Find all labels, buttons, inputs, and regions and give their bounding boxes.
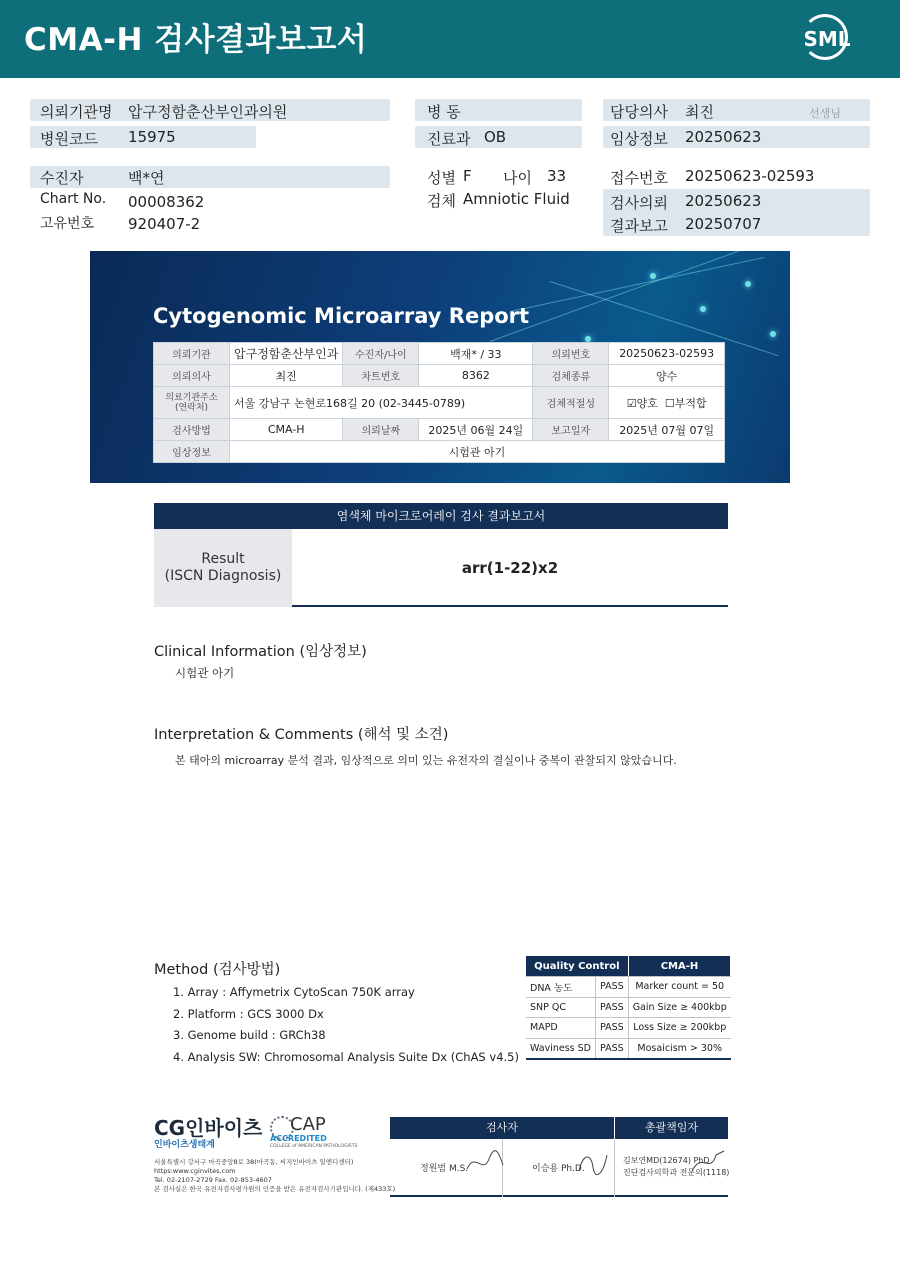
request-label: 검사의뢰 bbox=[610, 194, 668, 212]
patient-label: 수진자 bbox=[40, 169, 84, 187]
quality-control-table bbox=[526, 956, 731, 1060]
hospital-code-value: 15975 bbox=[128, 128, 176, 146]
ward-label: 병 동 bbox=[427, 103, 461, 121]
result-label: Result (ISCN Diagnosis) bbox=[154, 529, 292, 607]
cap-logo: CAP ACCREDITED COLLEGE of AMERICAN PATHOLOGISTS bbox=[270, 1114, 358, 1149]
report-title: Cytogenomic Microarray Report bbox=[153, 304, 530, 328]
signature-icon bbox=[465, 1149, 505, 1177]
dna-dot-icon bbox=[770, 331, 776, 337]
clinical-label: 임상정보 bbox=[610, 130, 668, 148]
table-row: Quality Control CMA-H bbox=[526, 956, 731, 977]
company-logo: CG인바이츠 bbox=[154, 1116, 263, 1140]
specimen-adequacy: ☑양호 ☐부적합 bbox=[609, 387, 725, 419]
page-title: CMA-H 검사결과보고서 bbox=[24, 22, 368, 58]
tester-header: 검사자 bbox=[390, 1117, 614, 1139]
list-item: 1. Array : Affymetrix CytoScan 750K array bbox=[173, 985, 415, 999]
patient-name: 백*연 bbox=[128, 169, 165, 187]
doctor-suffix: 선생님 bbox=[809, 107, 841, 120]
company-address: 서울특별시 강서구 마곡중앙8로 38(마곡동, 씨지인바이츠 일엔디센터) https:www.cginvites.com Tel. 02-2107-2729 Fax. 02-853-4607 본 검사실은 한국 유전자검사평가원의 인증을 받은 유전자검사기관입니다. (제433호) bbox=[154, 1158, 396, 1193]
dna-dot-icon bbox=[700, 306, 706, 312]
uid-value: 920407-2 bbox=[128, 215, 201, 233]
table-row: 검사방법 CMA-H 의뢰날짜 2025년 06월 24일 보고일자 2025년 07월 07일 bbox=[154, 419, 725, 441]
interpretation-text: 본 태아의 microarray 분석 결과, 임상적으로 의미 있는 유전자의 결실이나 중복이 관찰되지 않았습니다. bbox=[175, 754, 677, 767]
hospital-code-label: 병원코드 bbox=[40, 130, 98, 148]
chart-value: 00008362 bbox=[128, 193, 205, 211]
doctor-value: 최진 bbox=[685, 103, 714, 121]
receipt-value: 20250623-02593 bbox=[685, 167, 815, 185]
table-row: MAPD PASS Loss Size ≥ 200kbp bbox=[526, 1018, 731, 1039]
header-bar bbox=[0, 0, 900, 78]
receipt-label: 접수번호 bbox=[610, 169, 668, 187]
clinical-info-text: 시험관 아기 bbox=[175, 666, 235, 680]
report-info-table bbox=[153, 342, 725, 463]
chart-label: Chart No. bbox=[40, 191, 107, 207]
sex-value: F bbox=[463, 167, 472, 185]
report-label: 결과보고 bbox=[610, 217, 668, 235]
report-value: 20250707 bbox=[685, 215, 762, 233]
table-row: Waviness SD PASS Mosaicism > 30% bbox=[526, 1038, 731, 1059]
company-sub: 인바이츠생태계 bbox=[154, 1140, 215, 1150]
signature-icon bbox=[690, 1147, 726, 1177]
specimen-label: 검체 bbox=[427, 192, 456, 210]
dept-value: OB bbox=[484, 128, 507, 146]
age-label: 나이 bbox=[503, 169, 532, 187]
table-row: DNA 농도 PASS Marker count = 50 bbox=[526, 977, 731, 998]
table-row: 의료기관주소 (연락처) 서울 강남구 논현로168길 20 (02-3445-0789) 검체적절성 ☑양호 ☐부적합 bbox=[154, 387, 725, 419]
age-value: 33 bbox=[547, 167, 567, 185]
table-row: SNP QC PASS Gain Size ≥ 400kbp bbox=[526, 997, 731, 1018]
sex-label: 성별 bbox=[427, 169, 456, 187]
table-row: 의뢰기관 압구정함춘산부인과 수진자/나이 백재* / 33 의뢰번호 20250623-02593 bbox=[154, 343, 725, 365]
clinical-info-title: Clinical Information (임상정보) bbox=[154, 644, 367, 660]
doctor-label: 담당의사 bbox=[610, 103, 668, 121]
dna-dot-icon bbox=[650, 273, 656, 279]
uid-label: 고유번호 bbox=[40, 216, 95, 232]
patient-row-bg bbox=[30, 166, 390, 188]
list-item: 3. Genome build : GRCh38 bbox=[173, 1028, 326, 1042]
signature-table bbox=[390, 1117, 728, 1197]
sml-logo: SML bbox=[798, 12, 856, 66]
director-title: 진단검사의학과 전문의(1118) bbox=[623, 1168, 730, 1177]
clinical-value: 20250623 bbox=[685, 128, 762, 146]
dept-label: 진료과 bbox=[427, 130, 471, 148]
list-item: 4. Analysis SW: Chromosomal Analysis Suite Dx (ChAS v4.5) bbox=[173, 1049, 519, 1064]
list-item: 2. Platform : GCS 3000 Dx bbox=[173, 1006, 324, 1021]
method-list bbox=[173, 982, 519, 1068]
institution-value: 압구정함춘산부인과의원 bbox=[128, 103, 288, 121]
signature-icon bbox=[575, 1149, 611, 1177]
director-header: 총괄책임자 bbox=[615, 1117, 728, 1139]
specimen-value: Amniotic Fluid bbox=[463, 190, 570, 208]
unchecked-box-icon: ☐ bbox=[664, 396, 675, 410]
tester1-name: 정원범 M.S. bbox=[420, 1164, 469, 1174]
checked-box-icon: ☑ bbox=[626, 396, 637, 410]
method-title: Method (검사방법) bbox=[154, 962, 281, 978]
interpretation-title: Interpretation & Comments (해석 및 소견) bbox=[154, 727, 449, 743]
table-row: 임상정보 시험관 아기 bbox=[154, 441, 725, 463]
result-header: 염색체 마이크로어레이 검사 결과보고서 bbox=[154, 503, 728, 529]
dna-strand-icon bbox=[510, 257, 765, 312]
institution-label: 의뢰기관명 bbox=[40, 103, 113, 121]
result-value: arr(1-22)x2 bbox=[461, 559, 559, 577]
result-box bbox=[154, 529, 728, 607]
tester2-name: 이승용 Ph.D. bbox=[532, 1164, 585, 1174]
table-row: 의뢰의사 최진 차트번호 8362 검체종류 양수 bbox=[154, 365, 725, 387]
dna-dot-icon bbox=[745, 281, 751, 287]
request-value: 20250623 bbox=[685, 192, 762, 210]
director-name: 김보연MD(12674) PhD bbox=[623, 1156, 710, 1165]
